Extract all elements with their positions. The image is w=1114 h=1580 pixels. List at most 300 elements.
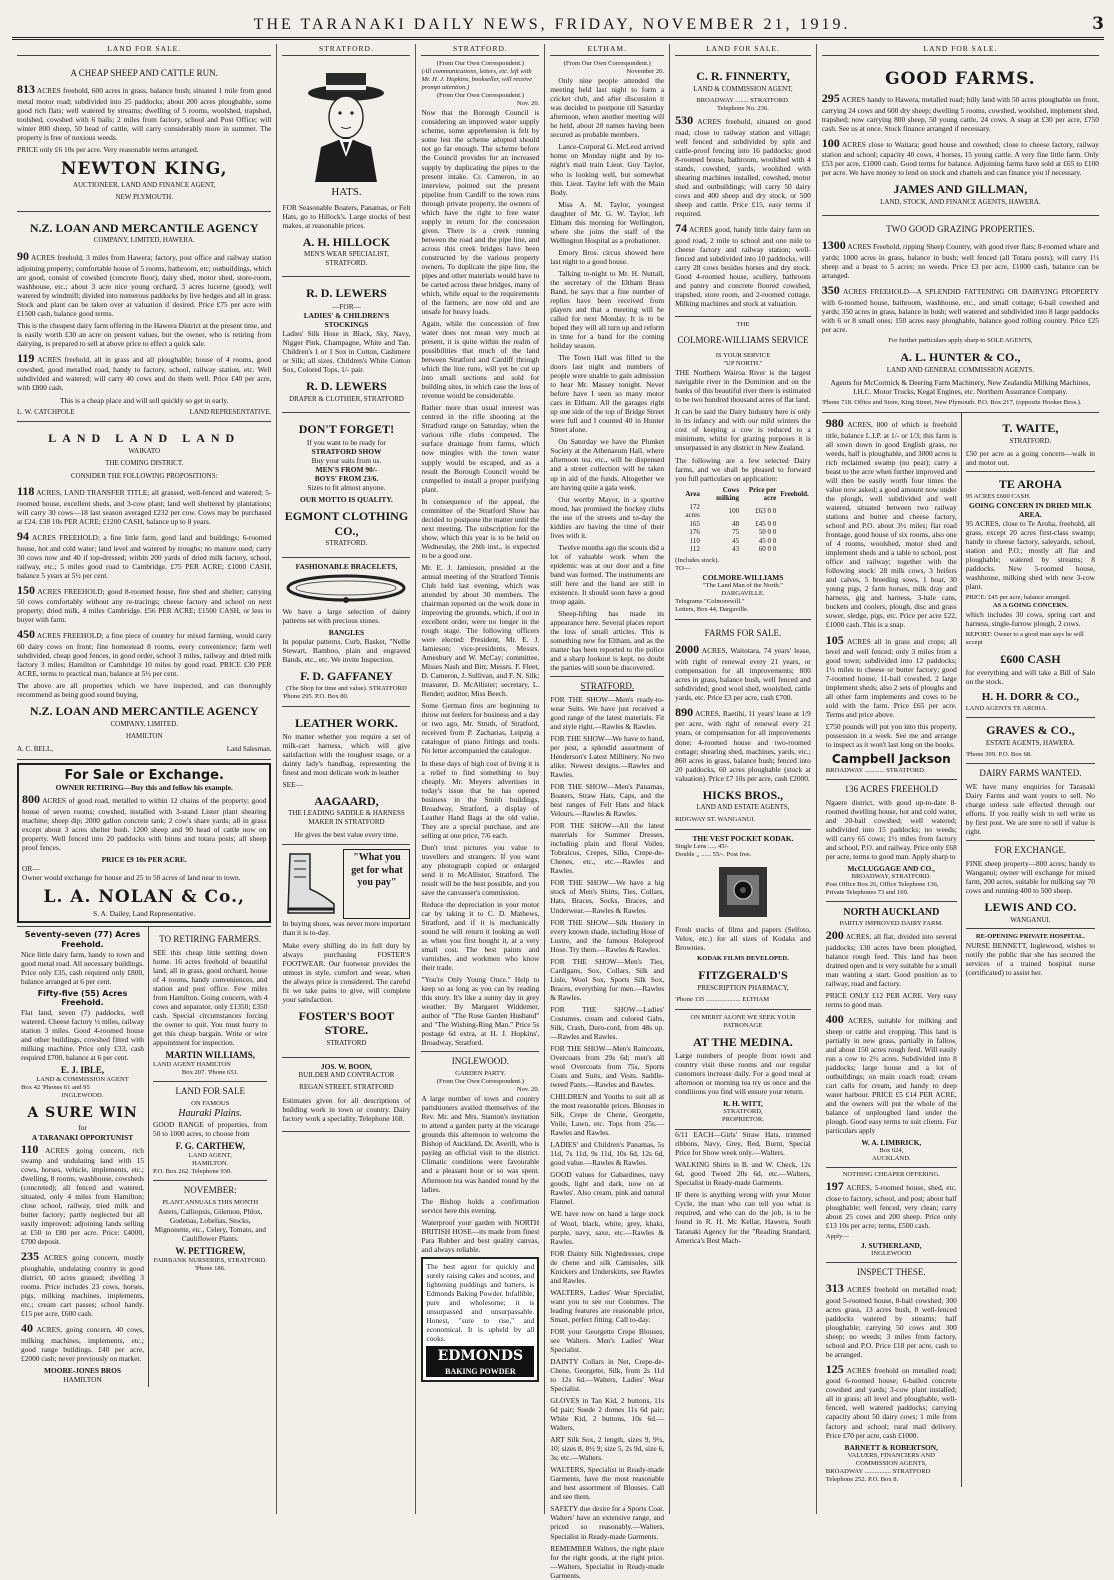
ad-pre-title: THE [736, 321, 750, 329]
agent-contact: Letters, Box 44, Dargaville. [675, 606, 749, 614]
ad-body: 95 ACRES, close to Te Aroha, freehold, all grass, except 20 acres first-class swamp; handy to cheese factory, saleyards, school, station and P.O.; mostly all flat and ploughable; watered by streams; 8 paddocks. New 5-roomed house, washhouse, milking shed with new 3-cow plant. [965, 518, 1095, 592]
article-date: November 20. [626, 68, 665, 76]
agent-subtitle: S. A. Dailey, Land Representative. [93, 909, 196, 918]
table-header-cell: Freehold. [780, 489, 809, 498]
classified-item: FOR THE SHOW—We have a big stock of Men's Shirts, Ties, Collars, Hats, Braces, Socks, Braces, and Underwear.—Rawles & Rawles. [550, 878, 665, 915]
agent-name: Campbell Jackson [831, 752, 951, 767]
classified-item: FOR THE SHOW—Ladies' Costumes, cream and colored Gabs, Silk, Crash, Duro-cord, from 48s up.—Rawles and Rawles. [550, 1004, 665, 1041]
table-cell: 112 [689, 545, 700, 554]
column-1 [12, 44, 277, 1514]
ad-motto: OUR MOTTO IS QUALITY. [300, 495, 393, 505]
section-header: LAND FOR SALE. [17, 44, 271, 56]
news-paragraph: A large number of town and country parishioners availed themselves of the Rev. Mr. and Mrs. Stanton's invitation to attend a garden party at the vicarage grounds this afternoon to welcome the Bishop of Auckland, Dr. Averill, who is paying an official visit to the district. Climatic conditions were favourable and a pleasant hour or so was spent. Afternoon tea was handed round by the ladies. [421, 1094, 540, 1194]
ad-hunter [822, 216, 1099, 413]
advertiser-town: STRATFORD [326, 1038, 367, 1047]
ad-price: PRICE £9 10s PER ACRE. [101, 855, 187, 865]
ad-aagaard-leather [282, 707, 410, 846]
agent-name: HICKS BROS., [702, 787, 784, 802]
advertiser-subtitle: THE LEADING SADDLE & HARNESS MAKER IN STRATFORD [288, 809, 405, 826]
agent-town: AUCKLAND. [871, 1154, 911, 1162]
col6-lower-left [822, 413, 962, 1487]
man-with-hat-illustration [301, 67, 391, 182]
news-paragraph: Sheep-lifting has made its appearance here. Several places report the loss of small articles. This is something new for Eltham, and as the matter has been reported to the police and a sharp lookout is kept, no doubt the parties will soon be discovered. [550, 608, 665, 673]
lot-125: 125 ACRES freehold on metalled road; good 6-roomed house; 6-bailed concrete cowshed and yards; 3-cow plant installed; all in grass; all level and ploughable, well-fenced, well watered paddocks; carrying capacity about 50 dairy cows; 1 mile from factory and school; rural mail delivery. Price £70 per acre, cash £1000. [825, 1361, 957, 1440]
agent-contact: Telephone No. 236. [717, 105, 769, 113]
ad-body: Flat land, seven (7) paddocks, well watered. Cheese factory ½ miles, railway station 3 miles. Good 4-roomed house and other buildings, cowshed fitted with milking machine. Price only £33, cash required £700, balance at 6 per cent. [21, 1008, 144, 1063]
lot-note: This is the cheapest dairy farm offering in the Hawera District at the present time, and is easily worth £30 an acre on present values, but the owner, who is retiring from dairying, is prepared to sell at above price to effect a quick sale. [17, 320, 272, 348]
camera-illustration [713, 861, 773, 923]
ad-subtitle: PLANT ANNUALS THIS MONTH [162, 1199, 259, 1207]
ad-subtitle: BANGLES [328, 628, 365, 638]
lot-313: 313 ACRES freehold on metalled road; good 5-roomed house, 8-bail cowshed; 300 acres grass, 13 acres bush, 8 well-fenced paddocks watered by streams; half ploughable; carrying 50 cows and 300 sheep; no weeds; 3 miles from factory, school and P.O. Price £18 per acre, cash to be arranged. [825, 1280, 957, 1359]
news-paragraph: In consequence of the appeal, the committee of the Stratford Show has decided to postpone the matter until the next meeting. The subscription for the show, which this year is to be held on Wednesday, the 26th inst., is expected to be a good one. [421, 496, 540, 560]
news-paragraph: Miss A. M. Taylor, youngest daughter of Mr. G. W. Taylor, left Eltham this morning for Wellington, where she joins the staff of the Wellington Hospital as a probationer. [550, 199, 665, 245]
ad-body: Make every shilling do its full duty by always purchasing FOSTER'S FOOTWEAR. Our footwear provides the utmost in style, comfort and wear, when the always price is considered. The careful fit we take pains to give, will complete your satisfaction. [282, 940, 411, 1004]
classified-item: CHILDREN and Youths to suit all at the most reasonable prices. Blouses in Silk, Crepe de Chene, Georgette, Voile, Lawn, etc. Tops from 25s.—Rawles and Rawles. [550, 1092, 665, 1138]
ad-subtitle: AS A GOING CONCERN. [992, 602, 1068, 610]
classified-item: FOR Dainty Silk Nightdresses, crepe de chene and silk Camisoles, silk Knickers and Underskirts, see Rawles and Rawles. [550, 1248, 665, 1285]
ad-nz-loan-hawera [17, 212, 271, 422]
advertiser-name: R. D. LEWERS [306, 379, 387, 394]
column-2 [277, 44, 416, 1514]
ad-body: If you want to be ready for [306, 437, 387, 447]
ad-title: TO RETIRING FARMERS. [159, 934, 262, 945]
lot-980: 980 ACRES, 800 of which is freehold title, balance L.I.P. at 1/- or 1/3; this farm is all sown down in good English grass, no weeds, half is ploughable, and 3000 acres is rich reclaimed swamp (no peat); carry a beast to the acre when further improved and will then be easily worth four times the value now asked; a good amount now under the plough, well subdivided and well watered, situated between two railway stations and butter and cheese factory, school and P.O. about 3½ miles; flat road frontage, good house of six rooms, also one of 4 rooms, woolshed, motor shed and implement sheds and a table to school, post office and railway; together with the following stock: 28 milk cows, 3 heifers and calves, 5 breeding sows, 1 boar, 30 young pigs, 2 farm horses, milk dray and harness, gig and harness, 3-bale cans, buckets and coolers, plough, disc and grass sower, sledge, pigs, etc. Price per acre £22, £1000 cash. This is a snap. [825, 416, 957, 630]
lot-100: 100 ACRES close to Waitara; good house and cowshed; close to cheese factory, railway station and school; capacity 40 cows, 4 horses, 15 young cattle. A very fine little farm. Only £53 per acre, £1000 cash. Good terms for balance. Adjoining farms have sold at £65 to £100 per acre. We have money to lend on stock and chattels and can finance you if necessary. [821, 135, 1099, 178]
section-header: STRATFORD. [282, 44, 410, 56]
ad-body: In popular patterns. Curb, Basket, "Nellie Stewart, Bamboo, plain and engraved Bands, etc., etc. We invite Inspection. [282, 637, 411, 665]
ad-title: FARMS FOR SALE. [704, 628, 782, 639]
agent-name: MARTIN WILLIAMS, [165, 1050, 255, 1061]
table-cell: 45 [732, 536, 740, 545]
agent-name: A. L. HUNTER & CO., [900, 349, 1021, 364]
ad-boon-builder [282, 1058, 410, 1132]
ad-hicks [675, 620, 811, 830]
ad-subtitle: A TARANAKI OPPORTUNIST [31, 1132, 134, 1142]
classified-item: FOR THE SHOW—Men's Raincoats, Overcoats from 29s 6d; men's all wool Overcoats from 75s, Sports Coats and Suits, and Vests. Saddle-tweed Pants.—Rawles and Rawles. [550, 1043, 665, 1090]
tagline: THE COMING DISTRICT. [105, 459, 184, 468]
ad-title: AT THE MEDINA. [693, 1035, 793, 1050]
news-paragraph: Waterproof your garden with NORTH BRITISH HOSE—its made from finest Para Rubber and best quality canvas, and always reliable. [421, 1217, 540, 1254]
col6-lower-right [962, 413, 1099, 1487]
ad-title: COLMORE-WILLIAMS SERVICE [677, 335, 809, 346]
agent-town: STRATFORD. [1009, 436, 1052, 445]
agent-name: COLMORE-WILLIAMS [702, 572, 784, 582]
advertiser-town: STRATFORD. [325, 539, 368, 548]
column-4 [545, 44, 670, 1580]
ad-title: A CHEAP SHEEP AND CATTLE RUN. [70, 68, 218, 79]
column-3 [416, 44, 545, 1514]
advertiser-name: R. D. LEWERS [306, 286, 387, 301]
page-number: 3 [1092, 14, 1104, 34]
table-cell: 75 [732, 528, 740, 537]
table-header-cell: Cows milking [716, 485, 740, 503]
ad-tagline: ON MERIT ALONE WE SEEK YOUR PATRONAGE [690, 1014, 796, 1030]
advertiser-name: F. D. GAFFANEY [300, 669, 393, 684]
ad-price: MEN'S FROM 90/- [315, 465, 378, 475]
agent-contact: P.O. Box 262. Telephone 930. [153, 1168, 232, 1176]
edmonds-logo: EDMONDS [426, 1346, 534, 1367]
lot-350: 350 ACRES FREEHOLD—A SPLENDID FATTENING OR DAIRYING PROPERTY with 6-roomed house, bathroom, washhouse, etc., and small cottage; 6-bail cowshed and yards; 350 acres in grass, balance in bush; well watered and subdivided into 8 large paddocks with 6 or 8 small ones; 150 acres easy ploughable, balance good rolling country. Price £25 per acre. [821, 283, 1099, 334]
agent-name: JAMES AND GILLMAN, [893, 182, 1028, 197]
agent-subtitle: LAND AGENT HAMILTON [153, 1061, 231, 1069]
ad-title: THE VEST POCKET KODAK. [692, 833, 794, 843]
ad-apply: Apply— [825, 1233, 849, 1241]
farms-table [675, 486, 811, 554]
advertiser-subtitle: BUILDER AND CONTRACTOR [298, 1070, 395, 1079]
classified-list [550, 695, 664, 1580]
ad-for: for [78, 1123, 87, 1133]
ad-title: HATS. [331, 186, 362, 199]
ad-title: DAIRY FARMS WANTED. [979, 767, 1082, 778]
signature: A. C. BELL, Land Salesman. [17, 744, 272, 753]
agent-contact: 'Phone 186. [194, 1265, 226, 1273]
agent-town: NEW PLYMOUTH. [115, 193, 173, 202]
section-header: LAND FOR SALE. [675, 44, 811, 56]
advertiser-subtitle: PROPRIETOR. [722, 1116, 764, 1124]
ad-subtitle: "UP NORTH." [723, 360, 763, 368]
ad-price: PRICE: £45 per acre, balance arranged. [965, 594, 1071, 602]
classified-item: LADIES' and Children's Panamas, 5s 11d, 7s 11d, 9s 11d, 10s 6d, 12s 6d, good value.—Rawles & Rawles. [550, 1140, 665, 1168]
agent-town: WANGANUI. [1010, 915, 1051, 924]
classified-item: FOR THE SHOW—Men's Ties, Cardigans, Sox, Collars, Silk and Lisle, Wool Sox, Sports Silk Sox, Braces, everything for men.—Rawles & Rawles. [550, 956, 665, 1002]
agent-name: F. G. CARTHEW, [175, 1141, 245, 1152]
table-row [675, 528, 811, 537]
classified-item: FOR THE SHOW—We have to hand, per post, a splendid assortment of Henderson's Latest Millinery. No two alike. Newest designs.—Rawles and Rawles. [550, 733, 665, 780]
ad-body: We have a large selection of dainty patterns set with precious stones. [282, 607, 411, 626]
ad-title: NOVEMBER: [183, 1185, 237, 1196]
news-paragraph: Only nine people attended the meeting held last night to form a cricket club, and after discussion it was decided to postpone till Saturday afternoon, when another meeting will be held, about 20 names having been secured as probable members. [550, 76, 665, 140]
advertiser-name: JOS. W. BOON, [320, 1061, 373, 1071]
table-header-cell: Price per acre [748, 485, 777, 503]
ad-title: LEATHER WORK. [294, 715, 398, 730]
table-cell: 110 [689, 536, 700, 545]
edmonds-logo-subtitle: BAKING POWDER [426, 1367, 534, 1377]
ad-price: £600 CASH [1000, 652, 1061, 667]
table-header-cell: Area [685, 489, 700, 498]
advertiser-contact: 'Phone 295. P.O. Box 80. [282, 692, 349, 700]
classified-item: WALTERS, Ladies' Wear Specialist, want you to see our Costumes. The leading features are reasonable price, Smart, perfect fitting. Call to-day. [550, 1287, 665, 1324]
ad-price: PRICE only £6 10s per acre. Very reasonable terms arranged. [17, 144, 199, 154]
news-paragraph: On Saturday we have the Plunket Society at the Athenaeum Hall, where afternoon tea, etc., will be dispensed and a street collection will be taken up in aid of the funds. Altogether we are having quite a gala week. [550, 437, 665, 492]
lot-118: 118 ACRES, LAND TRANSFER TITLE; all grassed, well-fenced and watered; 5-roomed house, excellent sheds, and 3-cow plant; land well sheltered by plantations; will carry 30 cows—18 last season averaged £232 per cow. Cows may be purchased at £24. £38 10s PER ACRE; £1200 CASH, balance up to 8 years. [17, 484, 272, 526]
agent-name: C. R. FINNERTY, [696, 69, 790, 84]
ad-body: Buy your suits from us. [311, 456, 382, 466]
table-row [675, 503, 811, 520]
lot-90: 90 ACRES freehold, 3 miles from Hawera; factory, post office and railway station adjoining property; comfortable house of 5 rooms, bathroom, etc; outbuildings, which are good, consist of cowshed (concrete floor), dairy shed, motor shed, store-room, washhouse, etc.; about 3 acre nice young orchard, 3 acres lucerne (good); well watered by windmill; divided into numerous paddocks by live hedges and all in grass. Stock and plant can be taken over at valuation if desired. Price £75 per acre with £1500 cash, balance good terms. [17, 248, 272, 318]
agent-subtitle: LAND, STOCK, AND FINANCE AGENTS, HAWERA. [880, 197, 1041, 206]
agent-contact: Telephone 252. P.O. Box 8. [825, 1475, 899, 1483]
agent-subtitle: LAND & COMMISSION AGENT [36, 1076, 129, 1084]
lot-note: This is a cheap place and will sell quickly so get in early. [60, 395, 229, 405]
ad-price: PRICE ONLY £12 PER ACRE. Very easy terms to good man. [825, 990, 957, 1009]
ad-title: GOOD FARMS. [885, 69, 1036, 90]
ad-body: SEE this cheap little settling down home. 16 acres freehold of beautiful land, all in grass, good orchard, house of 4 rooms, handy conveniences, and station and post office. Few miles from Hamilton. Going concern, with 4 cows and separator, only £1350; £350 cash. Special circumstances forcing the owner to quit. You must hurry to get this cheap bargain. Write or wire appointment for inspection. [153, 948, 268, 1048]
news-subheading: GARDEN PARTY. [455, 1070, 506, 1078]
advertiser-subtitle: (The Shop for time and value). STRATFORD [286, 684, 407, 692]
news-paragraph: Now that the Borough Council is considering an improved water supply scheme, some apprehension is felt by some lest the scheme adopted should not go far enough. The scheme before the Council provides for an increased supply by duplicating the pipes to the present intake. Cr. Cameron, in an interview, pointed out the present pipeline from Cardiff to the town runs through private property, the owners of which have the right to free water supply in return for the concession given. There is a creek running between the road and the pipe line, and across this creek bridges have been constructed by the various property owners. To duplicate the pipe line, the pipes and other materials would have to be carted across these bridges, many of which, while equal to the requirements of the farmers, are now old and are unsafe for heavy loads. [421, 108, 540, 317]
news-paragraph: Talking to-night to Mr. H. Nuttall, the secretary of the Eltham Brass Band, he says that a fine number of replies have been received from players and that a meeting will be called for next Monday. It is to be hoped they will all turn up and reform in time for a band for the coming holiday season. [550, 268, 665, 351]
table-cell: 165 [689, 519, 700, 528]
ad-body: It can be said the Dairy Industry here is only in its infancy and with our mild winters the cost of keeping a cow is reduced to a minimum, whilst for grazing purposes it is unsurpassed in any district in New Zealand. [675, 407, 811, 453]
agent-name: NEWTON KING, [60, 158, 228, 179]
ad-egmont-clothing [282, 413, 410, 558]
table-cell: 43 [732, 545, 740, 554]
ad-body: NURSE BENNETT, Inglewood, wishes to notify the public that she has secured the services of a trained hospital nurse (certificated) to assist her. [965, 940, 1095, 977]
agent-contact: Post Office Box 26, Office Telephone 136, Private Telephones 73 and 169. [825, 881, 939, 897]
farms-table-header [675, 486, 811, 503]
ad-body: for everything and will take a Bill of Sale on the stock. [965, 667, 1095, 686]
agent-name: MOORE-JONES BROS [44, 1366, 121, 1376]
lot-2000: 2000 ACRES, Waitotara, 74 years' lease, with right of renewal every 21 years, or compensation for all improvements; 800 acres in grass, balance bush, well fenced and subdivided; good wool shed, woolshed, cattle yards, etc. Price £3 per acre, cash £700. [675, 642, 811, 702]
agent-subtitle: COMPANY, LIMITED, HAWERA. [93, 236, 195, 245]
agent-subtitle: LAND AGENTS TE AROHA. [965, 705, 1048, 713]
agent-name: H. H. DORR & CO., [981, 690, 1079, 703]
table-row [675, 545, 811, 554]
ad-body: Agents for McCormick & Deering Farm Machinery, New Zealandia Milking Machines, I.H.C. Motor Trucks, Kegal Engines, etc. Northern Assurance Company. [830, 378, 1091, 397]
region: WAIKATO [128, 446, 161, 455]
ad-subtitle: KODAK FILMS DEVELOPED. [697, 955, 789, 963]
news-paragraph: The Town Hall was filled to the doors last night and numbers of people were unable to gain admission to hear Mr. Massey tonight. Never before have I seen so many motor cars in Eltham. All the garages right up one side of the top of Bridge Street were full and I counted 40 in Hunter Street alone. [550, 353, 665, 435]
classified-item: WE have now on hand a large stock of Wool, black, white, grey, khaki, purple, navy, saxe, etc.—Rawles & Rawles. [550, 1209, 665, 1246]
advertiser-subtitle: DRAPER & CLOTHIER, STRATFORD [289, 394, 404, 403]
agent-town: DARGAVILLE. [721, 589, 765, 597]
ad-price: BOYS' FROM 23/6. [314, 474, 379, 484]
lot-1300: 1300 ACRES Freehold, ripping Sheep Country, with good river flats; 8-roomed whare and yards; 1000 acres in grass, balance in bush; well fenced (all Totara posts); will carry 1½ sheep and a beast to 5 acres; no weeds. Price £3 per acre, £1000 cash, balance can be arranged. [821, 238, 1099, 281]
bracelet-illustration [282, 571, 410, 605]
ad-for: —FOR— [331, 301, 362, 311]
ad-body: Asters, Calliopsis, Gilemon, Phlox, Godetias, Lobelias, Stocks, Mignonette, etc., Celery, Tomato, and Cauliflower Plants. [154, 1207, 266, 1244]
news-paragraph: Mr. E. J. Jamieson, presided at the annual meeting of the Stratford Tennis Club held last evening, which was attended by about 30 members. The chairman reported on the work done in improving the grounds, which, if not in excellent order, were no longer in the rough stage. The following officers were elected: President, Mr. E. J. Jamieson; vice-presidents, Messrs. Amesbury and W. McCay; committee, Misses Nash and Birr, Messrs. F. Fleet, D. Cameron, J. Sullivan, and F. N. Silk; treasurer, D. McAllister; secretary, L. Render; auditor, Miss Beech. [421, 562, 540, 699]
agent-name: W. PETTIGREW, [175, 1246, 246, 1257]
classified-heading: STRATFORD. [580, 680, 635, 691]
agent-address: BROADWAY ............ STRATFORD. [825, 767, 926, 775]
ad-title: FOR EXCHANGE. [994, 844, 1067, 855]
ad-slogan: "What you get for what you pay" [343, 849, 410, 919]
ad-title: For Sale or Exchange. [64, 767, 224, 783]
ad-hillock-hats [282, 60, 410, 277]
correspondent-line: (From Our Own Correspondent.) [436, 60, 524, 68]
advertiser-town: STRATFORD, [723, 1108, 763, 1116]
ad-title: A SURE WIN [27, 1105, 138, 1122]
agent-name: L. A. NOLAN & Co., [43, 887, 245, 908]
agent-address: BROADWAY, STRATFORD. [851, 873, 931, 881]
lot-800: 800 ACRES of good road, metalled to within 12 chains of the property; good house of seven rooms; cowshed, installed with 3-stand Lister plant shearing machine; sheep dip; 2000 gallon concrete tank; 2 cow's share yards; all in grass except about 3 acres shelter bush. 1200 sheep and 90 head of cattle now on property. Well fenced into 20 paddocks with binns and totara posts; all sheep proof fences. [22, 792, 267, 853]
classified-item: REMEMBER Walters, the right place for the right goods, at the right price.—Walters, Specialist in Ready-made Garments. [550, 1543, 665, 1580]
classified-item: FOR THE SHOW—Silk Hosiery in every known shade, including Hose of Lustre, and the famous Holeproof Hose. Try them.—Rawles & Rawles. [550, 917, 665, 954]
ad-body: FOR Seasonable Boaters, Panamas, or Felt Hats, go to Hillock's. Large stocks of best makes, at reasonable prices. [282, 202, 411, 230]
ad-title: Seventy-seven (77) Acres Freehold. [24, 930, 141, 949]
section-header: STRATFORD. [421, 44, 539, 56]
classified-item: DAINTY Collars in Net, Crepe-de-Chene, Georgette, Silk, from 2s 11d to 12s 6d.—Walters, Ladies' Wear Specialist. [550, 1356, 665, 1394]
boot-illustration [282, 849, 340, 919]
ad-james-gillman [822, 60, 1099, 216]
article-date: Nov. 20. [516, 1086, 540, 1094]
ad-title: INSPECT THESE. [856, 1266, 926, 1277]
ad-title: FASHIONABLE BRACELETS, [295, 561, 398, 571]
ad-title: Fifty-five (55) Acres Freehold. [37, 988, 128, 1008]
ad-subtitle: PARTLY IMPROVED DAIRY FARM. [839, 920, 943, 927]
ad-see: SEE— [282, 779, 303, 789]
ad-body: Large numbers of people from town and country visit these rooms and our regular customers increase daily. For a good meal at afternoon or morning tea try us once and the conditions you find will ensure your return. [675, 1050, 811, 1097]
correspondent-line: (From Our Own Correspondent.) [563, 60, 651, 68]
news-paragraph: Emory Bros. circus showed here last night to a good house. [550, 247, 665, 266]
advertiser-name: A. H. HILLOCK [302, 234, 391, 249]
ad-body: FINE sheep property—800 acres; handy to Wanganui; owner will exchange for mixed farm, 200 acres, suitable for milking say 70 cows and running 400 to 500 sheep. [965, 858, 1095, 895]
agent-town: INGLEWOOD. [61, 1092, 104, 1100]
lot-235: 235 ACRES going concern, mostly ploughable, undulating country in good district, 60 acres grassed; dwelling 3 rooms. Price includes 23 cows, horses, pigs, milking machines, implements, etc.; cream cart passes; school handy. £15 per acre, £600 cash. [21, 1249, 144, 1319]
news-paragraph: Our worthy Mayor, in a sportive mood, has promised the hockey clubs the use of the streets and to-day the kiddies are having the time of their lives with it. [550, 494, 665, 540]
agent-contact: Box 42 'Phones 61 and 95 [21, 1084, 90, 1092]
ad-subtitle: GOING CONCERN IN DRIED MILK AREA. [969, 500, 1092, 519]
ad-title: TWO GOOD GRAZING PROPERTIES. [886, 224, 1035, 235]
ad-body: GOOD RANGE of properties, from 50 to 1000 acres, to choose from [153, 1120, 268, 1139]
ad-note: The above are all properties which we have inspected, and can thoroughly recommend as being good sound buying. [17, 681, 272, 700]
advertiser-subtitle: PRESCRIPTION PHARMACY, [697, 983, 789, 992]
col1-lower [17, 926, 271, 1387]
news-paragraph: Again, while the concession of free water does not mean very much at present, it is quite within the realm of possibilities that much of the land between Stratford and Cardiff through which the line runs, will yet be cut up into small sections and sold for building sites, in which case the loss of revenue would be considerable. [421, 319, 540, 401]
agent-name: J. SUTHERLAND, [860, 1241, 922, 1251]
ad-body: which includes 30 cows, spring cart and harness, single-furrow plough, 2 cows. [965, 610, 1095, 629]
agent-subtitle: "The Land Man of the North." [702, 581, 783, 589]
advertiser-name: FITZGERALD'S [698, 968, 788, 983]
column-5 [670, 44, 817, 1514]
agent-contact: 'Phone 718. Office and Store, King Street, New Plymouth. P.O. Box 217, (opposite Hooker Bros.). [821, 399, 1082, 407]
lot-40: 40 ACRES, going concern, 40 cows, milking machines, implements, etc.; good range buildings. £40 per acre, £2000 cash; never previously on market. [21, 1321, 144, 1363]
agent-subtitle: LAND AGENT, [188, 1152, 232, 1160]
classified-item: GLOVES in Tan Kid, 2 buttons, 11s 6d pair; Suede 2 domes 11s 6d pair; White Kid, 2 buttons, 10s 6d.—Walters. [550, 1396, 665, 1433]
news-paragraph: "You're Only Young Once." Help to keep so as long as you can by reading this story. It's like a sunny day in grey weather. By Margaret Widdemer, author of "The Rose Garden Husband" and "The Wishing-Ring Man." Price 5s postage 6d extra, at H. J. Hopkins', Broadway, Stratford. [421, 975, 540, 1048]
col1-lower-left [17, 927, 149, 1387]
lot-530: 530 ACRES freehold, situated on good road, close to railway station and village; well fenced and subdivided by split and cattle-proof fencing into 16 paddocks; good 8-roomed house, bathroom, woolshed with 4 stands, cowshed, yards, woolshed with shearing machines installed, cowshed, motor shed and outbuildings; will carry 50 dairy cows and 400 sheep and dry stock, or 500 sheep and cattle. Price £15, easy terms if required. [675, 113, 811, 219]
table-cell: £45 0 0 [755, 519, 777, 528]
ad-lewers-stockings [282, 277, 410, 413]
agent-contact: Telegrams "Colmorewill." [675, 598, 745, 606]
classified-item: WALTERS, Specialist in Ready-made Garments, have the most reasonable and best assortment of Blouses. Call and see them. [550, 1465, 665, 1502]
news-paragraph: Some German fires are beginning to throw out feelers for business and a day or two ago, Mr. Struth, of Stratford, received from P. Zacharias, Leipzig a catalogue of piano fittings and tools. No letter accompanied the catalogue. [421, 701, 540, 756]
table-row [675, 537, 811, 546]
ad-to: TO— [675, 564, 691, 572]
classified-item: FOR your Georgette Crepe Blouses, see Walters. Men's Ladies' Wear Specialist. [550, 1326, 665, 1354]
news-paragraph: Reduce the depreciation in your motor car by taking it to C. D. Mathews, Stratford, and if it is mechanically sound he will return it looking as well as when you first bought it, at a very small cost. The best paints and varnishes, and workmen who know their trade. [421, 899, 540, 973]
ad-or: OR— [22, 864, 40, 874]
ad-body: He gives the best value every time. [294, 830, 399, 840]
tagline: CONSIDER THE FOLLOWING PROPOSITIONS: [70, 471, 218, 480]
masthead [12, 8, 1104, 40]
classified-item: FOR THE SHOW—Men's ready-to-wear Suits. We have just received a good range of the latest materials. Fit and style right.—Rawles & Rawles. [550, 694, 665, 731]
columns [12, 44, 1104, 1580]
lot-890: 890 ACRES, Raetihi, 11 years' lease at 1/9 per acre, with right of renewal every 21 years, or compensation for all improvements done; 4-roomed house and two-roomed cottage; shearing shed, machines, yards, etc.; 860 acres in grass, balance bush; fenced into 20 paddocks, 60 acres ploughable (stock at valuation). Price £7 10s per acre, cash £2000. [675, 704, 811, 783]
table-cell: 45 0 0 [758, 536, 777, 545]
lot-200: 200 ACRES, all flat, divided into several paddocks; 130 acres have been ploughed, balance rough feed. This land has been drained open and is very suitable for a small man wanting a start. Good position as to railway, road and factory. [825, 928, 957, 988]
signature: L. W. CATCHPOLE LAND REPRESENTATIVE. [17, 407, 272, 416]
classified-item: FOR THE SHOW—All the latest materials for Summer Dresses, including plain and floral Voiles, Tobralcos, Crepes, Silks, Crepe-de-Chenes, etc., etc.—Rawles and Rawles. [550, 821, 665, 876]
ad-subtitle: Hauraki Plains. [178, 1108, 243, 1120]
ad-title: RE-OPENING PRIVATE HOSPITAL. [975, 932, 1085, 940]
agent-name: T. WAITE, [1002, 421, 1059, 436]
ad-body: Estimates given for all descriptions of building work in town or country. Dairy factory work a speciality. Telephone 168. [282, 1095, 411, 1123]
classified-item: ART Silk Sox, 2 length, sizes 9, 9½, 10; sizes 8, 8½ 9; size 5, 2s 9d, size 6, 3s; etc.—Walters. [550, 1435, 665, 1463]
advertiser-name: R. H. WITT, [723, 1099, 763, 1109]
advertiser-contact: 'Phone 135 ..................... ELTHAM [675, 996, 770, 1004]
article-date: Nov. 20. [516, 100, 540, 108]
ad-kodak [675, 830, 811, 1010]
news-paragraph: Don't trust pictures you value to travellers and strangers. If you want any photograph copied or enlarged send it to McAllister, Stratford. The result will be the best possible, and you save the canvasser's commission. [421, 842, 540, 897]
agent-subtitle: LAND & COMMISSION AGENT, [693, 84, 793, 93]
ad-body: £50 per acre as a going concern—walk in and motor out. [965, 449, 1095, 468]
masthead-title: THE TARANAKI DAILY NEWS, FRIDAY, NOVEMBER 21, 1919. [253, 16, 851, 33]
ad-subtitle: OWNER RETIRING—Buy this and follow his example. [55, 783, 233, 793]
ad-body: Sizes to fit almost anyone. [307, 483, 386, 493]
agent-town: INGLEWOOD [871, 1250, 912, 1258]
table-cell: 60 0 0 [758, 545, 777, 554]
lot-197: 197 ACRES, 5-roomed house, shed, etc. close to factory, school, and post; about half ploughable; well fenced, very clean; carry about 25 cows and 200 sheep. Price only £13 10s per acre; terms, £500 cash. [825, 1179, 957, 1231]
ad-body: Ngaere district, with good up-to-date 8-roomed dwelling house, hot and cold water, and 20-bail cowshed; well watered; subdivided into 15 paddocks; no weeds; will carry 65 cows; 1½ miles from factory and school, P.O. and railway. Price only £68 per acre, terms to good man. Apply sharp to [825, 797, 957, 861]
agent-name: McCLUGGAGE AND CO., [847, 864, 935, 873]
table-cell: 50 0 0 [758, 528, 777, 537]
ad-body: Fresh stocks of films and papers (Selfoto, Velox, etc.) for all sizes of Kodaks and Brownies. [675, 924, 811, 953]
agent-name: E. J. IBLE, [60, 1065, 105, 1076]
agent-name: LEWIS AND CO. [984, 899, 1077, 914]
ad-price: Single Lens ..... 45/- [675, 842, 729, 850]
advertiser-address: REGAN STREET, STRATFORD [299, 1083, 394, 1092]
agent-name: W. A. LIMBRICK, [861, 1137, 922, 1147]
news-heading: INGLEWOOD. [451, 1056, 509, 1067]
ad-title: NORTH AUCKLAND [843, 906, 940, 918]
agent-contact: 'Phone 399. P.O. Box 68. [965, 751, 1032, 759]
lot-74: 74 ACRES good, handy little dairy farm on good road, 2 mile to school and one mile to cheese factory and railway station; well-fenced and subdivided into 10 paddocks, will carry 28 cows besides horses and dry stock. Good 4-roomed house, scullery, bathroom and pantry and concrete floored cowshed, trapshed, store room, and 2-roomed cottage. Milking machines and stock at valuation. [675, 221, 811, 309]
ad-price: Double ,, ...... 55/-. Post free. [675, 850, 752, 858]
ad-body: In buying shoes, was never more important than it is to-day. [282, 919, 411, 938]
ad-body: No matter whether you require a set of milk-cart harness, which will give satisfaction with the toughest usage, or a dainty lady's handbag, representing the finest and most delicate work in leather [282, 731, 411, 777]
classified-item: WALKING Shirts in B. and W. Check, 12s 6d, good Tweed 20s 6d, etc.—Walters, Specialist in Ready-made Garments. [675, 1160, 811, 1188]
ad-foster-boots [282, 845, 410, 1057]
ad-subtitle: STRATFORD SHOW [311, 447, 382, 457]
agent-contact: Box 624, [879, 1146, 904, 1154]
agent-name: BARNETT & ROBERTSON, [844, 1442, 938, 1452]
agent-name: N.Z. LOAN AND MERCANTILE AGENCY [29, 220, 259, 235]
ad-note: Owner would exchange for house and 25 to 50 acres of land near to town. [22, 873, 241, 883]
farms-table-body [675, 503, 811, 554]
classified-item: GOOD values for Gabardines, navy goods, light and dark, now on at Rawles'. Also cream, pink and natural Flannel. [550, 1170, 665, 1207]
ad-body: THE Northern Wairoa River is the largest navigable river in the Dominion and on the banks of this beautiful river there is estimated to be two hundred thousand acres of flat land. [675, 368, 811, 405]
agent-name: GRAVES & CO., [986, 723, 1075, 738]
ad-for-sale-exchange [17, 763, 271, 924]
editor-note: (All communications, letters, etc. left with Mr. H. J. Hopkins, bookseller, will receive prompt attention.) [421, 68, 532, 92]
news-paragraph: In these days of high cost of living it is a relief to find something to buy cheaply. Mr. Meyers advertises in today's issue that he has opened business in the Smith buildings, Broadway, Stratford, a display of Leather Hand Bags at the old value. They are a special purchase, and are selling at one price, 7/6 each. [421, 758, 540, 840]
correspondent-line: (From Our Own Correspondent.) [436, 1078, 524, 1086]
classified-item: SAFETY due desire for a Sports Coat. Walters' have an extensive range, and priced so reasonably.—Walters, Specialist in Ready-made Garments. [550, 1504, 665, 1541]
agent-subtitle: LAND AND ESTATE AGENTS, [696, 803, 790, 812]
lot-813: 813 ACRES freehold, 600 acres in grass, balance bush; situated 1 mile from good metal motor road; subdivided into 25 paddocks; about 200 acres ploughable, some good rich flats; well watered by streams; dwelling of 5 rooms, woolshed, trapshed, toolshed, cowshed with 6 bails; 2 miles from factory, school and Post Office; will winter 800 sheep, 50 head of cattle, will carry considerably more in summer. The property is free of noxious weeds. [17, 82, 272, 142]
news-paragraph: The Bishop holds a confirmation service here this evening. [421, 1196, 540, 1215]
agent-address: BROADWAY ................ STRATFORD [825, 1467, 931, 1475]
advertiser-name: FOSTER'S BOOT STORE. [298, 1008, 395, 1038]
ad-heading: LAND LAND LAND [48, 431, 241, 446]
ad-body: REPORT: Owner to a good man says he will accept [965, 631, 1084, 647]
agent-contact: Box 207. 'Phone 651. [181, 1069, 239, 1077]
table-cell: 100 [728, 506, 740, 515]
ad-title: DON'T FORGET! [298, 422, 395, 437]
ad-subtitle: IS YOUR SERVICE [715, 352, 771, 360]
ad-newton-king [17, 60, 271, 212]
news-paragraph: Rather more than usual interest was centred in the rifle shooting at the Stratford range on Saturday, when the various rifle clubs competed. The surface drainage from farms, which now mingles with the town water supply would be escaped, and as a result the Borough Council would be compelled to install a proper purifying plant. [421, 403, 540, 494]
agent-address: RIDGWAY ST. WANGANUI. [675, 815, 756, 823]
agent-town: HAMILTON. [192, 1160, 229, 1168]
ad-edmonds [421, 1257, 539, 1382]
ad-title: NOTHING CHEAPER OFFERING. [842, 1171, 940, 1179]
lot-94: 94 ACRES FREEHOLD; a fine little farm, good land and buildings; 6-roomed house, hot and cold water; land level and watered by troughs; no manure used; carry 30 cows now and 40 if top-dressed; within 200 yards of dried milk factory, school, railway, etc.; 5 miles good road to Cambridge. £75 PER ACRE; £1000 CASH, balance 5 years at 5½ per cent. [17, 529, 272, 580]
